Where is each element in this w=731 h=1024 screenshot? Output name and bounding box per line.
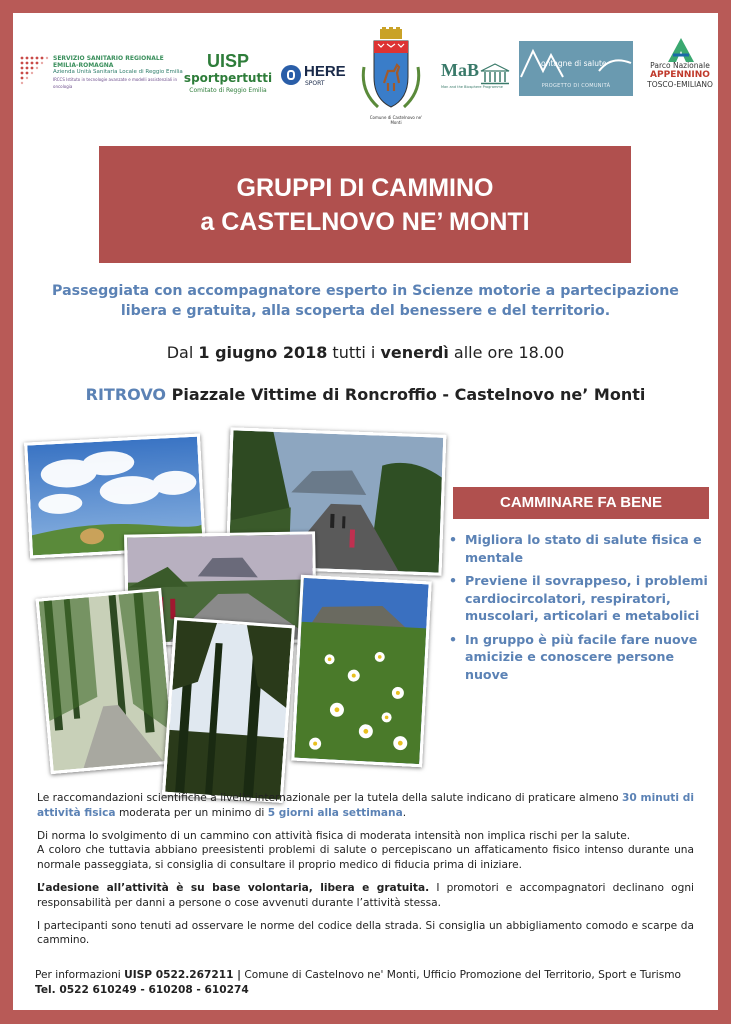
camminare-banner: CAMMINARE FA BENE <box>453 487 709 519</box>
footer-info <box>35 968 705 998</box>
benefit-item: • Migliora lo stato di salute fisica e mentale <box>445 531 715 566</box>
p2-line1: Di norma lo svolgimento di un cammino con attività fisica di moderata intensità non implica rischi per la salute. <box>37 829 631 842</box>
here-sub: SPORT <box>305 80 325 87</box>
mab-sub: Man and the Biosphere Programme <box>441 85 503 89</box>
date-post: alle ore 18.00 <box>448 343 565 362</box>
intro-text: Passeggiata con accompagnatore esperto in Scienze motorie a partecipazione libera e gratuita, alla scoperta del benessere e del territorio. <box>52 283 679 319</box>
uisp-committee: Comitato di Reggio Emilia <box>189 87 267 94</box>
park-a-icon <box>667 37 695 63</box>
p1-text: Le raccomandazioni scientifiche a livello internazionale per la tutela della salute indicano di praticare almeno <box>37 792 623 804</box>
ssr-line2: EMILIA-ROMAGNA <box>53 62 114 69</box>
p2-line2: A coloro che tuttavia abbiano preesistenti problemi di salute o percepiscano un affaticamento fisico intenso durante una normale passeggiata, si consiglia di consultare il proprio medico di fiducia prima di iniziare. <box>37 844 694 872</box>
uisp-name: UISP <box>206 51 249 71</box>
footer-uisp-phone: UISP 0522.267211 | <box>124 969 242 981</box>
meet-label: RITROVO <box>85 385 167 404</box>
meeting-point <box>13 385 718 404</box>
here-name: HERE <box>304 63 346 80</box>
mab-logo <box>441 55 513 101</box>
date-line <box>13 343 718 362</box>
p1-end: . <box>402 806 407 819</box>
montagne-sub: PROGETTO DI COMUNITÀ <box>541 83 611 89</box>
title-line2: a CASTELNOVO NE’ MONTI <box>200 207 530 236</box>
ssr-logo <box>19 55 189 110</box>
dot-grid-icon <box>19 55 49 85</box>
photo-trees-sunset <box>162 617 295 803</box>
date-pre: Dal <box>166 343 199 362</box>
park-line1: Parco Nazionale <box>650 61 710 70</box>
title-line1: GRUPPI DI CAMMINO <box>236 173 494 202</box>
title-banner <box>99 146 631 263</box>
poster-sheet <box>13 13 718 1010</box>
here-icon <box>281 65 301 85</box>
footer-office: Comune di Castelnovo ne' Monti, Ufficio Promozione del Territorio, Sport e Turismo <box>241 969 682 981</box>
body-text <box>37 791 694 956</box>
benefit-item: • In gruppo è più facile fare nuove amicizie e conoscere persone nuove <box>445 631 715 684</box>
here-logo <box>281 61 353 93</box>
crest-icon <box>356 27 426 115</box>
footer-tel: Tel. 0522 610249 - 610208 - 610274 <box>35 984 249 996</box>
unesco-temple-icon <box>479 63 511 85</box>
p1-text2: moderata per un minimo di <box>115 806 268 819</box>
ssr-line1: SERVIZIO SANITARIO REGIONALE <box>53 55 164 62</box>
montagne-name: ontagne di salute <box>541 59 607 68</box>
photo-forest-road <box>36 588 177 774</box>
benefits-list <box>445 531 715 689</box>
meet-place: Piazzale Vittime di Roncroffio - Castelnovo ne’ Monti <box>166 385 646 404</box>
paragraph-recommendations <box>37 791 694 821</box>
paragraph-participation <box>37 881 694 911</box>
date-mid: tutti i <box>327 343 381 362</box>
uisp-logo <box>183 51 273 111</box>
date-day: venerdì <box>380 343 449 362</box>
crest-caption: Comune di Castelnovo ne' Monti <box>369 115 423 125</box>
national-park-logo <box>645 37 715 113</box>
park-line2: APPENNINO <box>650 70 710 80</box>
date-start: 1 giugno 2018 <box>198 343 328 362</box>
paragraph-risks <box>37 829 694 873</box>
p1-highlight-days: 5 giorni alla settimana <box>267 806 403 819</box>
mab-name: MaB <box>441 60 479 80</box>
p3-text: I promotori e accompagnatori declinano ogni responsabilità per danni a persone o cose avvenuti durante l’attività stessa. <box>37 881 694 909</box>
municipal-crest-logo <box>356 27 426 127</box>
footer-pre: Per informazioni <box>35 969 125 981</box>
photo-stone-mountain-flowers <box>291 575 432 768</box>
ssr-line4: IRCCS Istituto in tecnologie avanzate e modelli assistenziali in oncologia <box>53 77 178 89</box>
montagne-di-salute-logo <box>519 41 633 96</box>
p3-bold: L’adesione all’attività è su base volontaria, libera e gratuita. <box>37 881 430 894</box>
benefit-item: • Previene il sovrappeso, i problemi cardiocircolatori, respiratori, muscolari, articolari e metabolici <box>445 572 715 625</box>
ssr-line3: Azienda Unità Sanitaria Locale di Reggio Emilia <box>53 69 183 75</box>
uisp-sub: sportpertutti <box>183 71 273 85</box>
park-line3: TOSCO-EMILIANO <box>647 80 713 89</box>
p1-highlight-minutes: 30 minuti di attività fisica <box>37 792 694 819</box>
paragraph-rules: I partecipanti sono tenuti ad osservare le norme del codice della strada. Si consiglia un abbigliamento comodo e scarpe da cammino. <box>37 919 694 947</box>
